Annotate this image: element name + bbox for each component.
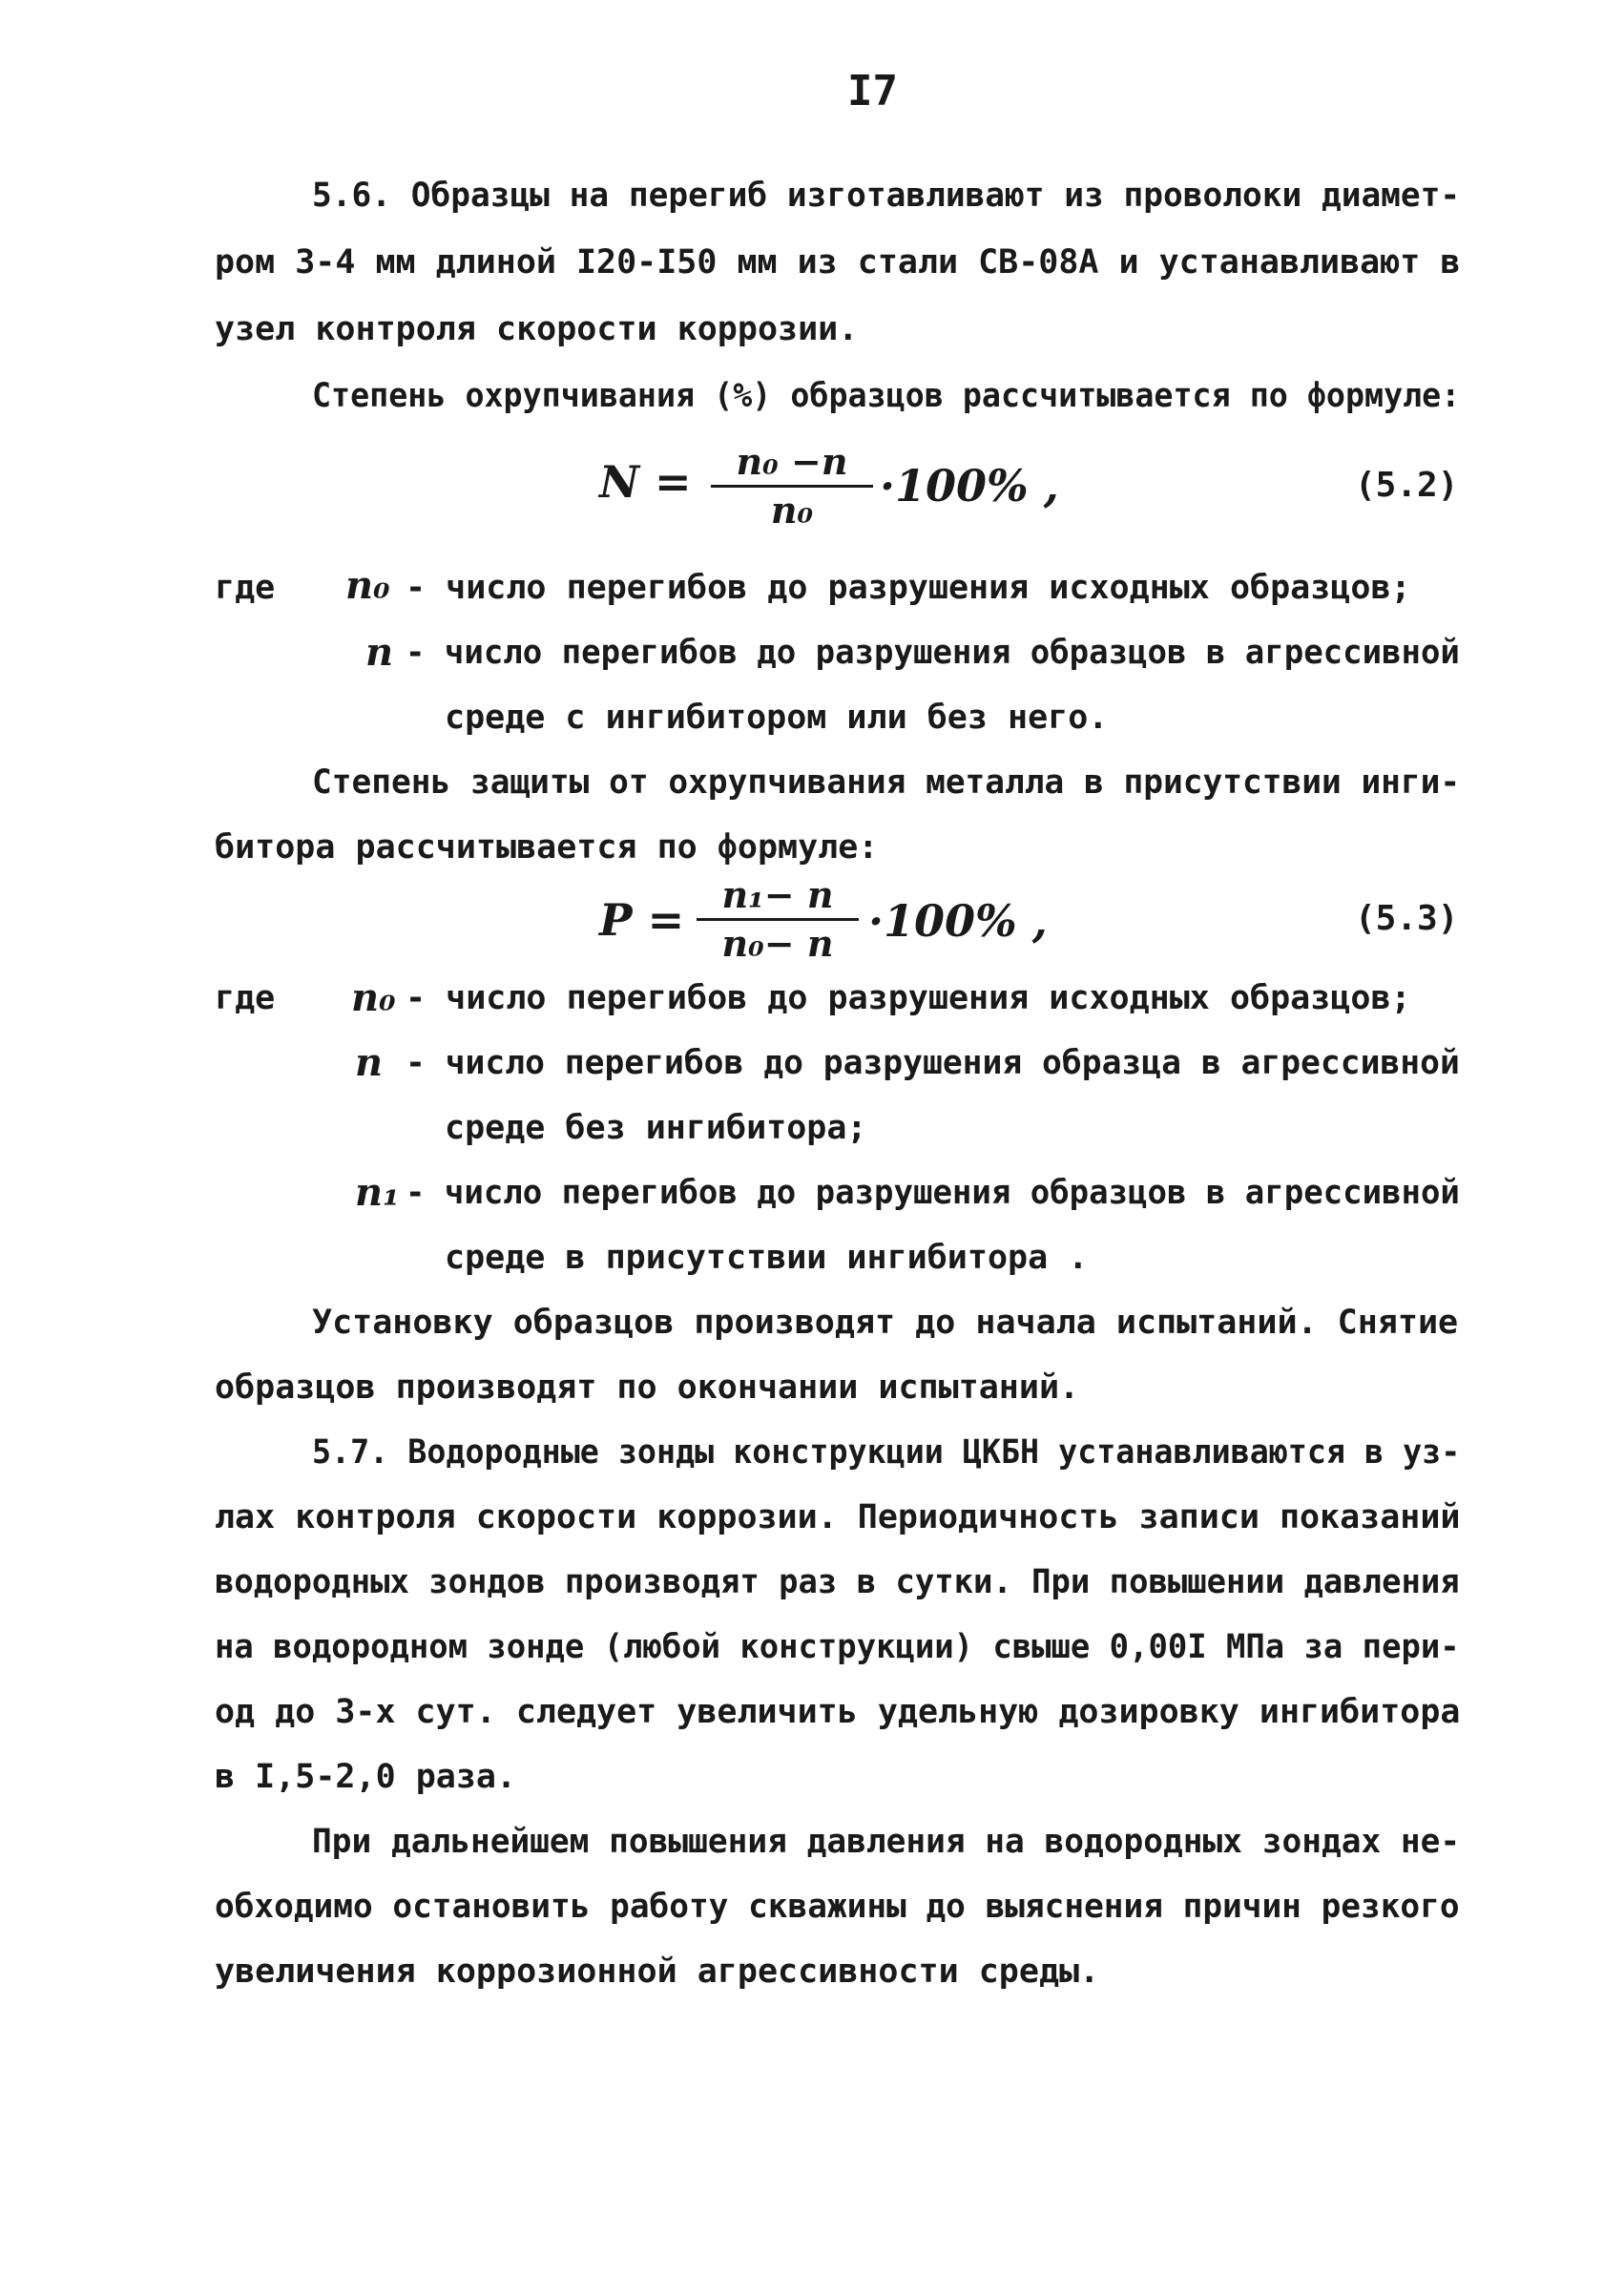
formula-5-3-tail: ·100% , [868,895,1048,947]
formula-5-3-numerator: n₁− n [721,873,834,916]
paragraph-line: на водородном зонде (любой конструкции) свыше 0,00I МПа за пери- [215,1628,1460,1666]
where-label: где [215,569,276,607]
paragraph-line: ром 3-4 мм длиной I20-I50 мм из стали СВ-08А и устанавливают в [215,243,1461,282]
page-number: I7 [847,67,898,115]
paragraph-line: увеличения коррозионной агрессивности среды. [215,1953,1100,1991]
symbol-n: n [365,630,394,675]
paragraph-line: Установку образцов производят до начала испытаний. Снятие [312,1304,1459,1342]
formula-5-2-tail: ·100% , [880,460,1059,512]
paragraph-line: в I,5-2,0 раза. [215,1758,517,1796]
definition-line: среде без ингибитора; [445,1109,867,1147]
definition-line: - число перегибов до разрушения образцов в агрессивной [406,634,1460,672]
paragraph-line: 5.6. Образцы на перегиб изготавливают из проволоки диамет- [312,177,1461,215]
paragraph-line: водородных зондов производят раз в сутки. При повышении давления [215,1563,1460,1601]
paragraph-line: 5.7. Водородные зонды конструкции ЦКБН устанавливаются в уз- [312,1433,1461,1472]
fraction-bar [711,485,873,488]
symbol-n: n [355,1040,384,1085]
paragraph-line: лах контроля скорости коррозии. Периодичность записи показаний [215,1498,1461,1536]
formula-5-3-denominator: n₀− n [721,922,834,965]
paragraph-line: од до 3-х сут. следует увеличить удельную дозировку ингибитора [215,1693,1461,1731]
formula-5-2-numerator: n₀ −n [736,440,848,483]
definition-line: среде в присутствии ингибитора . [445,1239,1089,1277]
formula-5-2-lhs: N = [599,456,692,508]
paragraph-line: обходимо остановить работу скважины до выяснения причин резкого [215,1888,1460,1926]
definition-line: среде с ингибитором или без него. [445,699,1109,737]
symbol-n0: n₀ [351,975,396,1020]
formula-5-3-fraction [697,874,859,965]
paragraph-line: Степень защиты от охрупчивания металла в присутствии инги- [312,763,1461,802]
formula-5-3-lhs: P = [599,894,685,946]
paragraph-line: Степень охрупчивания (%) образцов рассчитывается по формуле: [312,377,1461,415]
definition-line: - число перегибов до разрушения исходных образцов; [406,979,1411,1017]
formula-5-2-denominator: n₀ [770,489,814,532]
paragraph-line: При дальнейшем повышения давления на водородных зондах не- [312,1823,1461,1861]
paragraph-line: узел контроля скорости коррозии. [215,310,859,348]
formula-5-3-number: (5.3) [1355,899,1459,938]
symbol-n0: n₀ [345,563,390,608]
symbol-n1: n₁ [355,1170,400,1215]
formula-5-2-number: (5.2) [1355,466,1459,505]
definition-line: - число перегибов до разрушения исходных образцов; [406,569,1411,607]
definition-line: - число перегибов до разрушения образца в агрессивной [406,1044,1460,1082]
where-label: где [215,979,276,1017]
formula-5-2-fraction [711,441,873,532]
paragraph-line: образцов производят по окончании испытаний. [215,1368,1080,1407]
fraction-bar [697,918,859,921]
definition-line: - число перегибов до разрушения образцов в агрессивной [406,1174,1460,1212]
paragraph-line: битора рассчитывается по формуле: [215,828,879,867]
